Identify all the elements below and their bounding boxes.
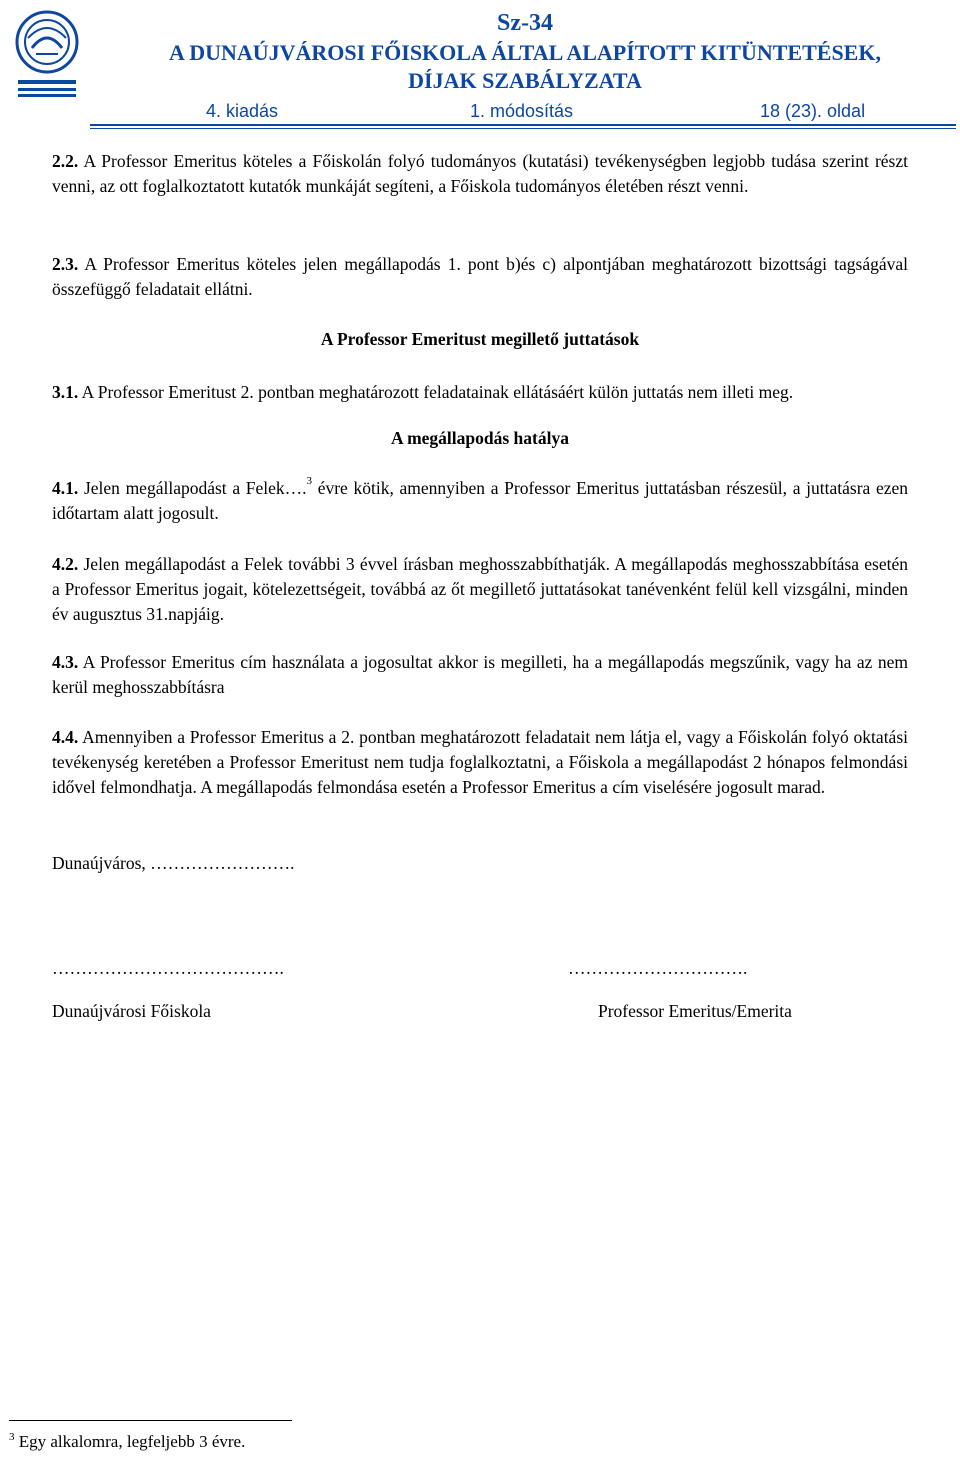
section-text: A Professor Emeritus cím használata a jogosultat akkor is megilleti, ha a megállapodás megszűnik, vagy ha az nem kerül meghosszabbításra <box>52 652 908 697</box>
section-text: Jelen megállapodást a Felek további 3 évvel írásban meghosszabbíthatják. A megállapodás meghosszabbítása esetén a Professor Emeritus jogait, kötelezettségeit, továbbá az őt megillető juttatásokat tanévenként felül kell vizsgálni, minden év augusztus 31.napjáig. <box>52 554 908 624</box>
footnote-mark: 3 <box>9 1431 15 1443</box>
section-number: 4.2. <box>52 554 79 574</box>
footnote-reference[interactable]: 3 <box>306 475 313 487</box>
footnote <box>9 1432 245 1452</box>
section-4-3 <box>52 650 908 700</box>
place-date-line: Dunaújváros, ……………………. <box>52 853 295 873</box>
section-4-2 <box>52 552 908 627</box>
right-signatory-label: Professor Emeritus/Emerita <box>598 1001 792 1021</box>
document-code: Sz-34 <box>497 10 553 36</box>
edition-label: 4. kiadás <box>206 101 279 121</box>
section-number: 3.1. <box>52 382 79 402</box>
left-signatory-label: Dunaújvárosi Főiskola <box>52 1001 211 1021</box>
header-divider <box>90 124 956 126</box>
college-logo-icon <box>10 8 84 104</box>
section-3-1 <box>52 380 908 405</box>
section-text: A Professor Emeritust 2. pontban meghatározott feladatainak ellátásáért külön juttatás nem illeti meg. <box>81 382 794 402</box>
section-number: 2.3. <box>52 254 79 274</box>
section-number: 4.1. <box>52 478 79 498</box>
section-number: 4.4. <box>52 727 79 747</box>
footnote-text: Egy alkalomra, legfeljebb 3 évre. <box>14 1432 246 1451</box>
section-text: A Professor Emeritus köteles a Főiskolán folyó tudományos (kutatási) tevékenységben legjobb tudása szerint részt venni, az ott foglalkoztatott kutatók munkáját segíteni, a Főiskola tudományos életében részt venni. <box>52 151 909 196</box>
section-number: 4.3. <box>52 652 79 672</box>
section-2-3 <box>52 252 908 302</box>
footnote-divider <box>9 1420 292 1421</box>
section-text-continued: évre kötik, amennyiben a Professor Emeritus juttatásban részesül, a juttatásra ezen időtartam alatt jogosult. <box>52 478 909 523</box>
section-text: Jelen megállapodást a Felek…. <box>83 478 307 498</box>
left-signature-line: …………………………………. <box>52 958 284 978</box>
modification-label: 1. módosítás <box>470 101 574 121</box>
section-4-4 <box>52 725 908 800</box>
section-4-1 <box>52 476 908 526</box>
page-number: 18 (23). oldal <box>760 101 866 121</box>
heading-validity: A megállapodás hatálya <box>391 428 569 448</box>
document-title: A DUNAÚJVÁROSI FŐISKOLA ÁLTAL ALAPÍTOTT KITÜNTETÉSEK, <box>169 40 881 65</box>
header-divider-thin <box>90 128 956 129</box>
section-number: 2.2. <box>52 151 79 171</box>
section-2-2 <box>52 149 908 199</box>
section-text: Amennyiben a Professor Emeritus a 2. pontban meghatározott feladatait nem látja el, vagy a Főiskolán folyó oktatási tevékenység keretében a Professor Emeritust nem tudja foglalkoztatni, a Főiskola a megállapodást 2 hónapos felmondási idővel felmondhatja. A megállapodás felmondása esetén a Professor Emeritus a cím viselésére jogosult marad. <box>52 727 908 797</box>
right-signature-line: …………………………. <box>568 958 748 978</box>
section-text: A Professor Emeritus köteles jelen megállapodás 1. pont b)és c) alpontjában meghatározott bizottsági tagságával összefüggő feladatait ellátni. <box>52 254 908 299</box>
heading-benefits: A Professor Emeritust megillető juttatások <box>320 329 640 349</box>
document-subtitle: DÍJAK SZABÁLYZATA <box>408 68 642 93</box>
